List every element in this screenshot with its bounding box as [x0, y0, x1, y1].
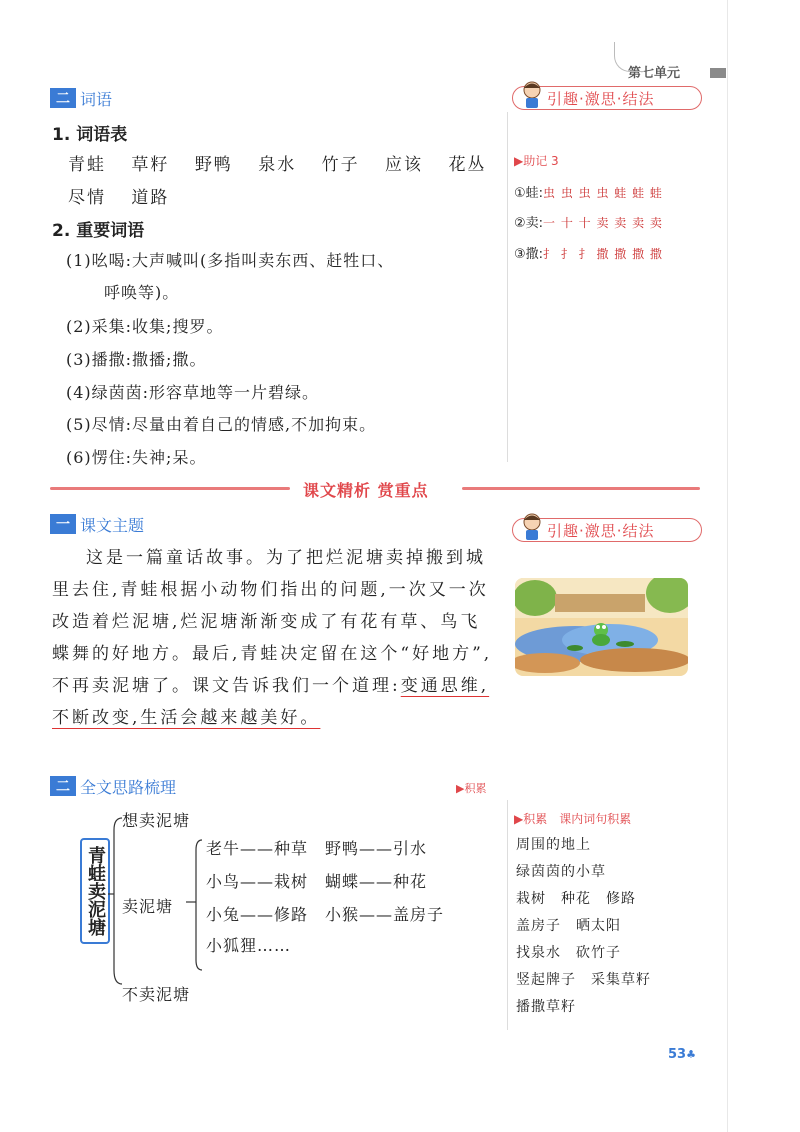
teacher-icon: [519, 511, 545, 541]
accumulate-tag: ▶积累: [456, 782, 487, 795]
word-table-row-1: [68, 150, 504, 175]
memo-row-1: ①蛙:虫 虫 虫 虫 蛙 蛙 蛙: [514, 186, 663, 201]
outline-pair-row: 小鸟——栽树 蝴蝶——种花: [206, 872, 428, 891]
word-item: 竹子: [321, 155, 360, 175]
section-number: 一: [50, 514, 76, 534]
list-item: 栽树 种花 修路: [516, 891, 636, 907]
branch-not-sell: 不卖泥塘: [122, 985, 191, 1004]
side-column-border: [507, 112, 508, 462]
teacher-icon: [519, 79, 545, 109]
branch-want-sell: 想卖泥塘: [122, 811, 191, 830]
word-item: 青蛙: [68, 155, 106, 175]
outline-pair-row: 小狐狸……: [206, 936, 292, 955]
side-badge: 引趣·激思·结法: [512, 518, 702, 542]
side-column-border: [507, 800, 508, 1030]
definition-5: (5)尽情:尽量由着自己的情感,不加拘束。: [66, 415, 377, 434]
page-edge-line: [727, 0, 728, 1132]
divider-title: 课文精析 赏重点: [303, 481, 429, 500]
branch-sell: 卖泥塘: [122, 897, 174, 916]
moral-text: 变通思维,不断改变,生活会越来越美好。: [52, 676, 490, 728]
list-item: 盖房子 晒太阳: [516, 918, 621, 934]
outline-section-head: [50, 775, 176, 797]
theme-section-head: [50, 513, 144, 535]
words-section-head: [50, 87, 112, 109]
definition-1-cont: 呼唤等)。: [104, 283, 180, 302]
list-item: 播撒草籽: [516, 999, 576, 1015]
outline-pair-row: 小兔——修路 小猴——盖房子: [206, 905, 445, 924]
word-item: 泉水: [258, 155, 297, 175]
theme-paragraph: 这是一篇童话故事。为了把烂泥塘卖掉搬到城里去住,青蛙根据小动物们指出的问题,一次又一次改造着烂泥塘,烂泥塘渐渐变成了有花有草、鸟飞蝶舞的好地方。最后,青蛙决定留在这个“好地方”,不再卖泥塘了。课文告诉我们一个道理:变通思维,不断改变,生活会越来越美好。: [52, 548, 493, 728]
word-item: 道路: [131, 188, 170, 208]
definition-6: (6)愣住:失神;呆。: [66, 448, 207, 467]
section-title: 课文主题: [80, 515, 145, 535]
section-number: 二: [50, 88, 76, 108]
memo-row-2: ②卖:一 十 十 卖 卖 卖 卖: [514, 216, 663, 231]
accumulate-label: ▶积累 课内词句积累: [514, 812, 632, 826]
side-badge: 引趣·激思·结法: [512, 86, 702, 110]
page-number: 53♣: [668, 1047, 696, 1062]
section-number: 二: [50, 776, 76, 796]
divider-line-left: [50, 487, 290, 490]
list-item: 竖起牌子 采集草籽: [516, 972, 651, 988]
section-title: 全文思路梳理: [80, 777, 177, 797]
list-item: 周围的地上: [516, 837, 591, 853]
outline-root: 青蛙卖泥塘: [80, 838, 110, 944]
definition-1: (1)吆喝:大声喊叫(多指叫卖东西、赶牲口、: [66, 251, 395, 270]
frog-pond-illustration: [515, 578, 688, 676]
definition-2: (2)采集:收集;搜罗。: [66, 317, 224, 336]
word-table-title: 1. 词语表: [52, 125, 128, 145]
word-item: 花丛: [448, 155, 487, 175]
word-item: 草籽: [131, 155, 170, 175]
word-item: 应该: [385, 155, 424, 175]
definition-4: (4)绿茵茵:形容草地等一片碧绿。: [66, 383, 320, 402]
word-item: 尽情: [68, 188, 106, 208]
list-item: 找泉水 砍竹子: [516, 945, 621, 961]
word-item: 野鸭: [194, 155, 233, 175]
section-title: 词语: [80, 89, 113, 109]
word-table-row-2: [68, 183, 187, 208]
important-words-title: 2. 重要词语: [52, 221, 145, 241]
divider-line-right: [462, 487, 700, 490]
memo-label: ▶助记 3: [514, 154, 559, 168]
accumulate-list: [516, 832, 651, 1021]
outline-pair-row: 老牛——种草 野鸭——引水: [206, 839, 428, 858]
definition-3: (3)播撒:撒播;撒。: [66, 350, 207, 369]
memo-row-3: ③撒:扌 扌 扌 撒 撒 撒 撒: [514, 247, 663, 262]
list-item: 绿茵茵的小草: [516, 864, 606, 880]
unit-label: 第七单元: [628, 62, 728, 84]
